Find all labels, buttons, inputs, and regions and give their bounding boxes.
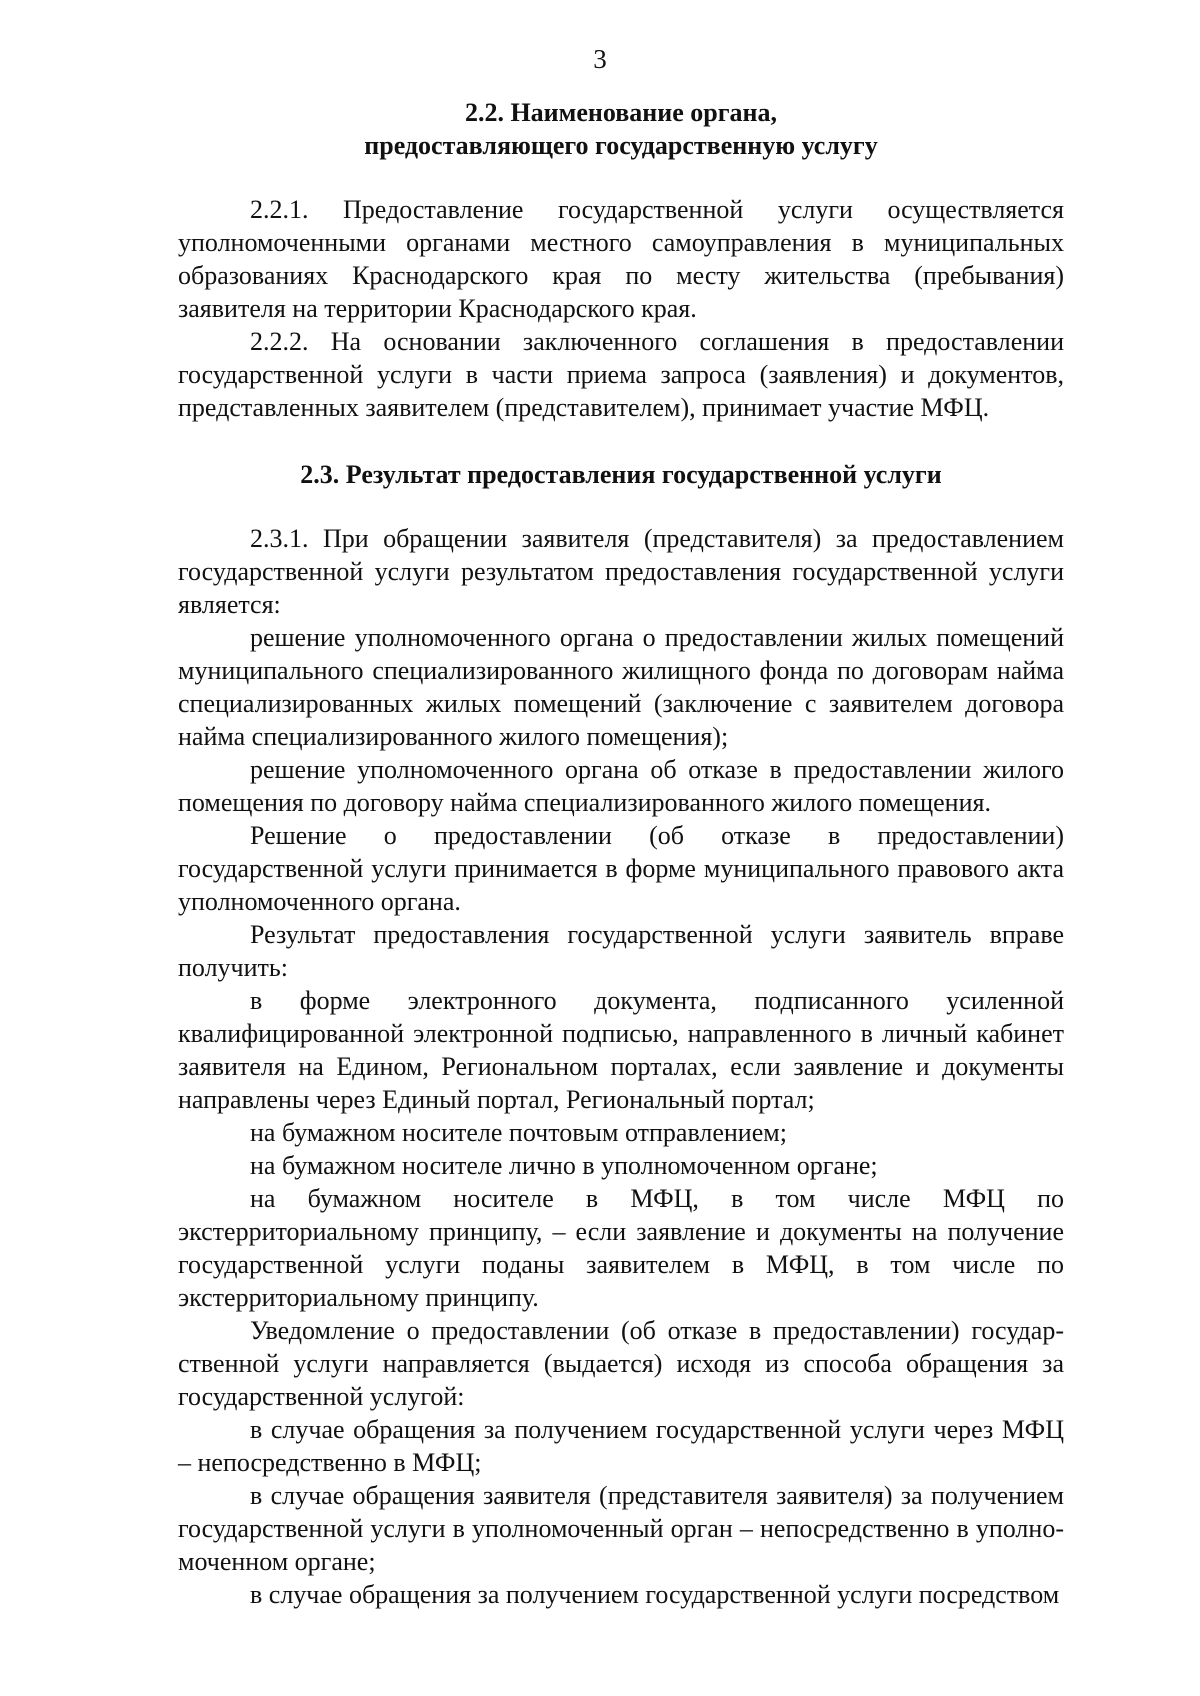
section-2-2-heading [178, 96, 1064, 162]
paragraph-decision-form: Решение о предоставлении (об отказе в предоставлении) государственной услуги принимается в форме муниципального правового акта уполномоченного органа. [178, 821, 1064, 916]
paragraph-notification: Уведомление о предоставлении (об отказе в предоставлении) государственной услуги направляется (выдается) исходя из способа обращения за государственной услугой: [178, 1316, 1064, 1411]
section-2-2-heading-line1: 2.2. Наименование органа, [464, 98, 778, 127]
result-item-decision-refusal: решение уполномоченного органа об отказе в предоставлении жилого помещения по договору найма специализированного жилого помещения. [178, 755, 1064, 817]
receipt-item-mail: на бумажном носителе почтовым отправлением; [250, 1118, 787, 1147]
notification-item-authority: в случае обращения заявителя (представителя заявителя) за получением государственной услуги в уполномоченный орган – непосредственно в уполномоченном органе; [178, 1481, 1064, 1576]
paragraph-2-2-2: 2.2.2. На основании заключенного соглашения в предоставлении государственной услуги в части приема запроса (заявления) и документов, представленных заявителем (представителем), принимает участие МФЦ. [178, 327, 1064, 422]
receipt-item-mfc: на бумажном носителе в МФЦ, в том числе МФЦ по экстерриториальному принципу, – если заявление и документы на получение государственной услуги поданы заявителем в МФЦ, в том числе по экстерриториальному принципу. [178, 1184, 1064, 1312]
section-2-3-heading: 2.3. Результат предоставления государственной услуги [300, 460, 942, 489]
receipt-item-electronic: в форме электронного документа, подписанного усиленной квалифицированной электронной подписью, направленного в личный кабинет заявителя на Едином, Региональном порталах, если заявление и документы направлены через Единый портал, Региональный портал; [178, 986, 1064, 1114]
paragraph-result-receipt: Результат предоставления государственной услуги заявитель вправе получить: [178, 920, 1064, 982]
page-number: 3 [593, 44, 607, 74]
section-2-2-heading-line2: предоставляющего государственную услугу [364, 131, 878, 160]
notification-item-mfc: в случае обращения за получением государственной услуги через МФЦ – непосредственно в МФЦ; [178, 1415, 1064, 1477]
paragraph-2-2-1: 2.2.1. Предоставление государственной услуги осуществляется уполномоченными органами местного самоуправления в муниципальных образованиях Краснодарского края по месту жительства (пребывания) заявителя на территории Краснодарского края. [178, 195, 1064, 323]
result-item-decision-grant: решение уполномоченного органа о предоставлении жилых помещений муниципального специализированного жилищного фонда по договорам найма специализированных жилых помещений (заключение с заявителем договора найма специализированного жилого помещения); [178, 623, 1064, 751]
paragraph-2-3-1: 2.3.1. При обращении заявителя (представителя) за предоставлением государственной услуги результатом предоставления государственной услуги является: [178, 524, 1064, 619]
document-body [178, 96, 1064, 1611]
receipt-item-in-person: на бумажном носителе лично в уполномоченном органе; [250, 1151, 878, 1180]
notification-item-portal: в случае обращения за получением государственной услуги посредством [250, 1580, 1060, 1609]
